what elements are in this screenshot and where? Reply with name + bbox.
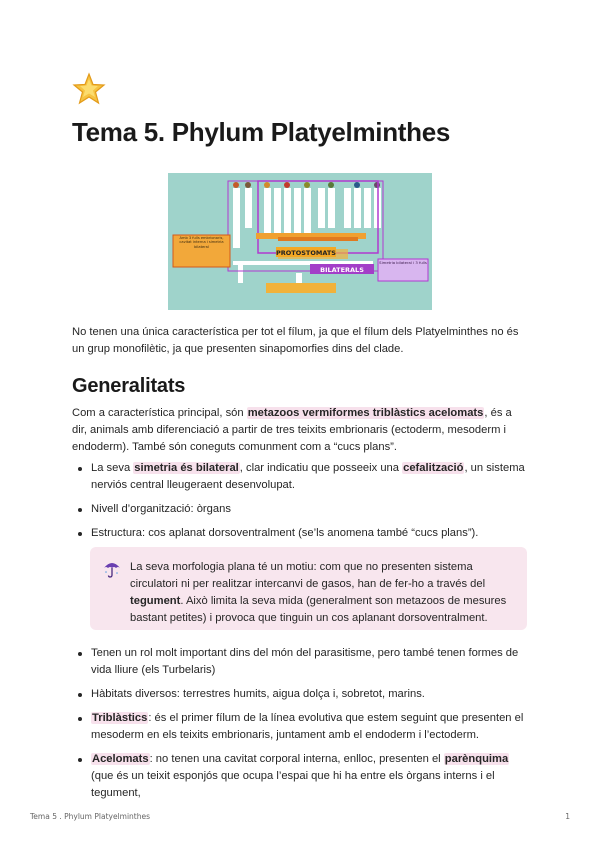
text: : no tenen una cavitat corporal interna, enlloc, presenten el — [149, 753, 444, 765]
highlight: metazoos vermiformes triblàstics acelomats — [247, 407, 484, 419]
highlight: cefalització — [403, 462, 464, 474]
highlight: simetria és bilateral — [134, 462, 239, 474]
list-item: Nivell d’organització: òrgans — [72, 501, 528, 518]
footer-title: Tema 5 . Phylum Platyelminthes — [30, 812, 151, 821]
intro-paragraph: No tenen una única característica per tot el fílum, ja que el fílum dels Platyelminthes no és un grup monofilètic, ja que presenten sinapomorfies dins del clade. — [72, 326, 519, 355]
text: , clar indicatiu que posseeix una — [239, 462, 403, 474]
callout-box — [90, 547, 527, 630]
bullet-list-2 — [72, 645, 528, 802]
list-item — [72, 751, 528, 802]
list-item — [72, 710, 528, 744]
left-note: Amb 3 fulls embrionaris, cavitat interna i simetria bilateral — [179, 236, 224, 249]
umbrella-icon — [102, 559, 122, 579]
phylogeny-figure — [168, 173, 432, 310]
text: . Això limita la seva mida (generalment son metazoos de mesures bastant petites) i provoca que tinguin un cos aplanant dorsoventralment. — [130, 595, 507, 624]
text: : és el primer fílum de la línea evolutiva que estem seguint que presenten el mesoderm en els teixits embrionaris, juntament amb el endoderm i l’ectoderm. — [91, 712, 524, 741]
list-item: Estructura: cos aplanat dorsoventralment (se’ls anomena també “cucs plans”). — [72, 525, 528, 542]
section-heading-generalitats: Generalitats — [72, 375, 186, 397]
page-number: 1 — [565, 812, 570, 821]
highlight: Triblàstics — [92, 712, 148, 724]
bullet-list-1 — [72, 460, 528, 542]
generalitats-paragraph — [72, 405, 528, 456]
text: , un sistema nerviós central lleugeraent desenvolupat. — [91, 462, 525, 491]
list-item: Tenen un rol molt important dins del món del parasitisme, pero també tenen formes de vida lliure (els Turbelaris) — [72, 645, 528, 679]
text: La seva — [91, 462, 134, 474]
list-item: Hàbitats diversos: terrestres humits, aigua dolça i, sobretot, marins. — [72, 686, 528, 703]
bold-term: tegument — [130, 595, 181, 607]
text: (que és un teixit esponjós que ocupa l’espai que hi ha entre els òrgans interns i el tegument, — [91, 770, 495, 799]
animal-silhouettes — [233, 182, 380, 188]
list-item — [72, 460, 528, 494]
highlight: Acelomats — [92, 753, 149, 765]
text: La seva morfologia plana té un motiu: com que no presenten sistema circulatori ni per realitzar intercanvi de gasos, han de fer-ho a través del — [130, 561, 486, 590]
star-icon — [72, 72, 106, 106]
page-title: Tema 5. Phylum Platyelminthes — [72, 117, 451, 147]
highlight: parènquima — [444, 753, 509, 765]
bilaterals-label: BILATERALS — [320, 266, 364, 274]
right-note: Simetria bilateral i 3 fulls — [379, 261, 427, 265]
callout-text — [130, 559, 515, 627]
text: Com a característica principal, són — [72, 407, 247, 419]
protostomats-label: PROTOSTOMATS — [275, 249, 337, 257]
text: , és a dir, animals amb diferenciació a partir de tres teixits embrionaris (ectoderm, mesoderm i endoderm). També són coneguts comunment com a “cucs plans”. — [72, 407, 512, 453]
